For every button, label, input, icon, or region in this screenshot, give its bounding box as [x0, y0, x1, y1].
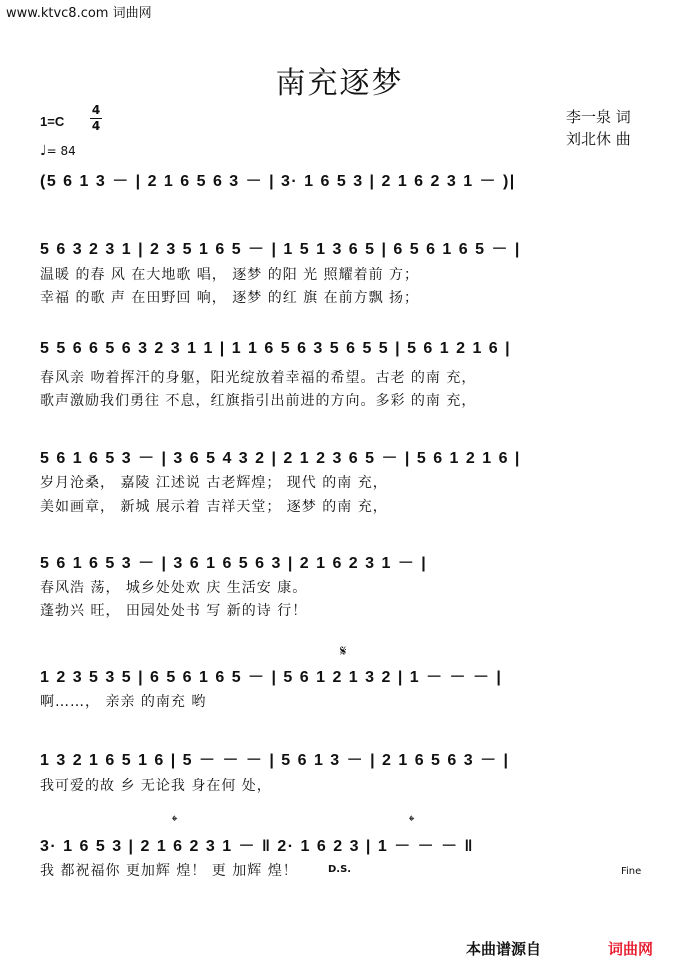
segno-icon: 𝄋 — [340, 642, 347, 660]
notation-line-7: 1 3 2 1 6 5 1 6 | 5 － － － | 5 6 1 3 － | 2 1 6 5 6 3 － | — [40, 752, 510, 769]
tempo-value: = 84 — [46, 144, 76, 158]
lyric-line-4a: 岁月沧桑， 嘉陵 江述说 古老辉煌； 现代 的南 充， — [40, 475, 388, 491]
song-title: 南充逐梦 — [275, 66, 404, 101]
time-signature — [90, 104, 102, 133]
coda-icon: 𝄌 — [172, 812, 178, 830]
lyric-line-3b: 歌声激励我们勇往 不息，红旗指引出前进的方向。多彩 的南 充， — [40, 393, 477, 409]
lyric-line-2b: 幸福 的歌 声 在田野回 响， 逐梦 的红 旗 在前方飘 扬； — [40, 290, 420, 306]
notation-line-1: (5 6 1 3 － | 2 1 6 5 6 3 － | 3· 1 6 5 3 | 2 1 6 2 3 1 － )| — [40, 173, 516, 190]
lyric-line-2a: 温暖 的春 风 在大地歌 唱， 逐梦 的阳 光 照耀着前 方； — [40, 267, 420, 283]
lyric-line-3a: 春风亲 吻着挥汗的身躯，阳光绽放着幸福的希望。古老 的南 充， — [40, 370, 477, 386]
coda-icon-2: 𝄌 — [409, 812, 415, 830]
lyric-line-5a: 春风浩 荡， 城乡处处欢 庆 生活安 康。 — [40, 580, 308, 596]
lyric-line-8: 我 都祝福你 更加辉 煌！ 更 加辉 煌！ — [40, 863, 298, 879]
lyric-line-5b: 蓬勃兴 旺， 田园处处书 写 新的诗 行！ — [40, 603, 308, 619]
notation-line-4: 5 6 1 6 5 3 － | 3 6 5 4 3 2 | 2 1 2 3 6 5 － | 5 6 1 2 1 6 | — [40, 450, 521, 467]
ds-mark: D.S. — [328, 864, 352, 875]
notation-line-8: 3· 1 6 5 3 | 2 1 6 2 3 1 － ‖ 2· 1 6 2 3 | 1 － － － ‖ — [40, 838, 474, 855]
notation-line-3: 5 5 6 6 5 6 3 2 3 1 1 | 1 1 6 5 6 3 5 6 5 5 | 5 6 1 2 1 6 | — [40, 340, 512, 357]
key-signature: 1=C — [40, 114, 65, 129]
tempo-marking — [40, 143, 76, 159]
lyric-line-4b: 美如画章， 新城 展示着 吉祥天堂； 逐梦 的南 充， — [40, 499, 388, 515]
composer: 刘北休 曲 — [566, 130, 631, 148]
source-label: 本曲谱源自 — [466, 940, 542, 958]
notation-line-5: 5 6 1 6 5 3 － | 3 6 1 6 5 6 3 | 2 1 6 2 3 1 － | — [40, 555, 428, 572]
site-url[interactable]: www.ktvc8.com 词曲网 — [6, 6, 152, 21]
lyric-line-6: 啊……， 亲亲 的南充 哟 — [40, 694, 207, 710]
notation-line-6: 1 2 3 5 3 5 | 6 5 6 1 6 5 － | 5 6 1 2 1 3 2 | 1 － － － | — [40, 669, 503, 686]
fine-mark: Fine — [621, 866, 642, 877]
lyricist: 李一泉 词 — [566, 108, 631, 126]
time-top: 4 — [91, 103, 101, 117]
notation-line-2: 5 6 3 2 3 1 | 2 3 5 1 6 5 － | 1 5 1 3 6 5 | 6 5 6 1 6 5 － | — [40, 241, 521, 258]
lyric-line-7: 我可爱的故 乡 无论我 身在何 处， — [40, 778, 272, 794]
brand-logo[interactable]: 词曲网 — [608, 940, 654, 958]
quarter-note-icon: ♩ — [40, 143, 47, 159]
time-bottom: 4 — [91, 119, 101, 133]
